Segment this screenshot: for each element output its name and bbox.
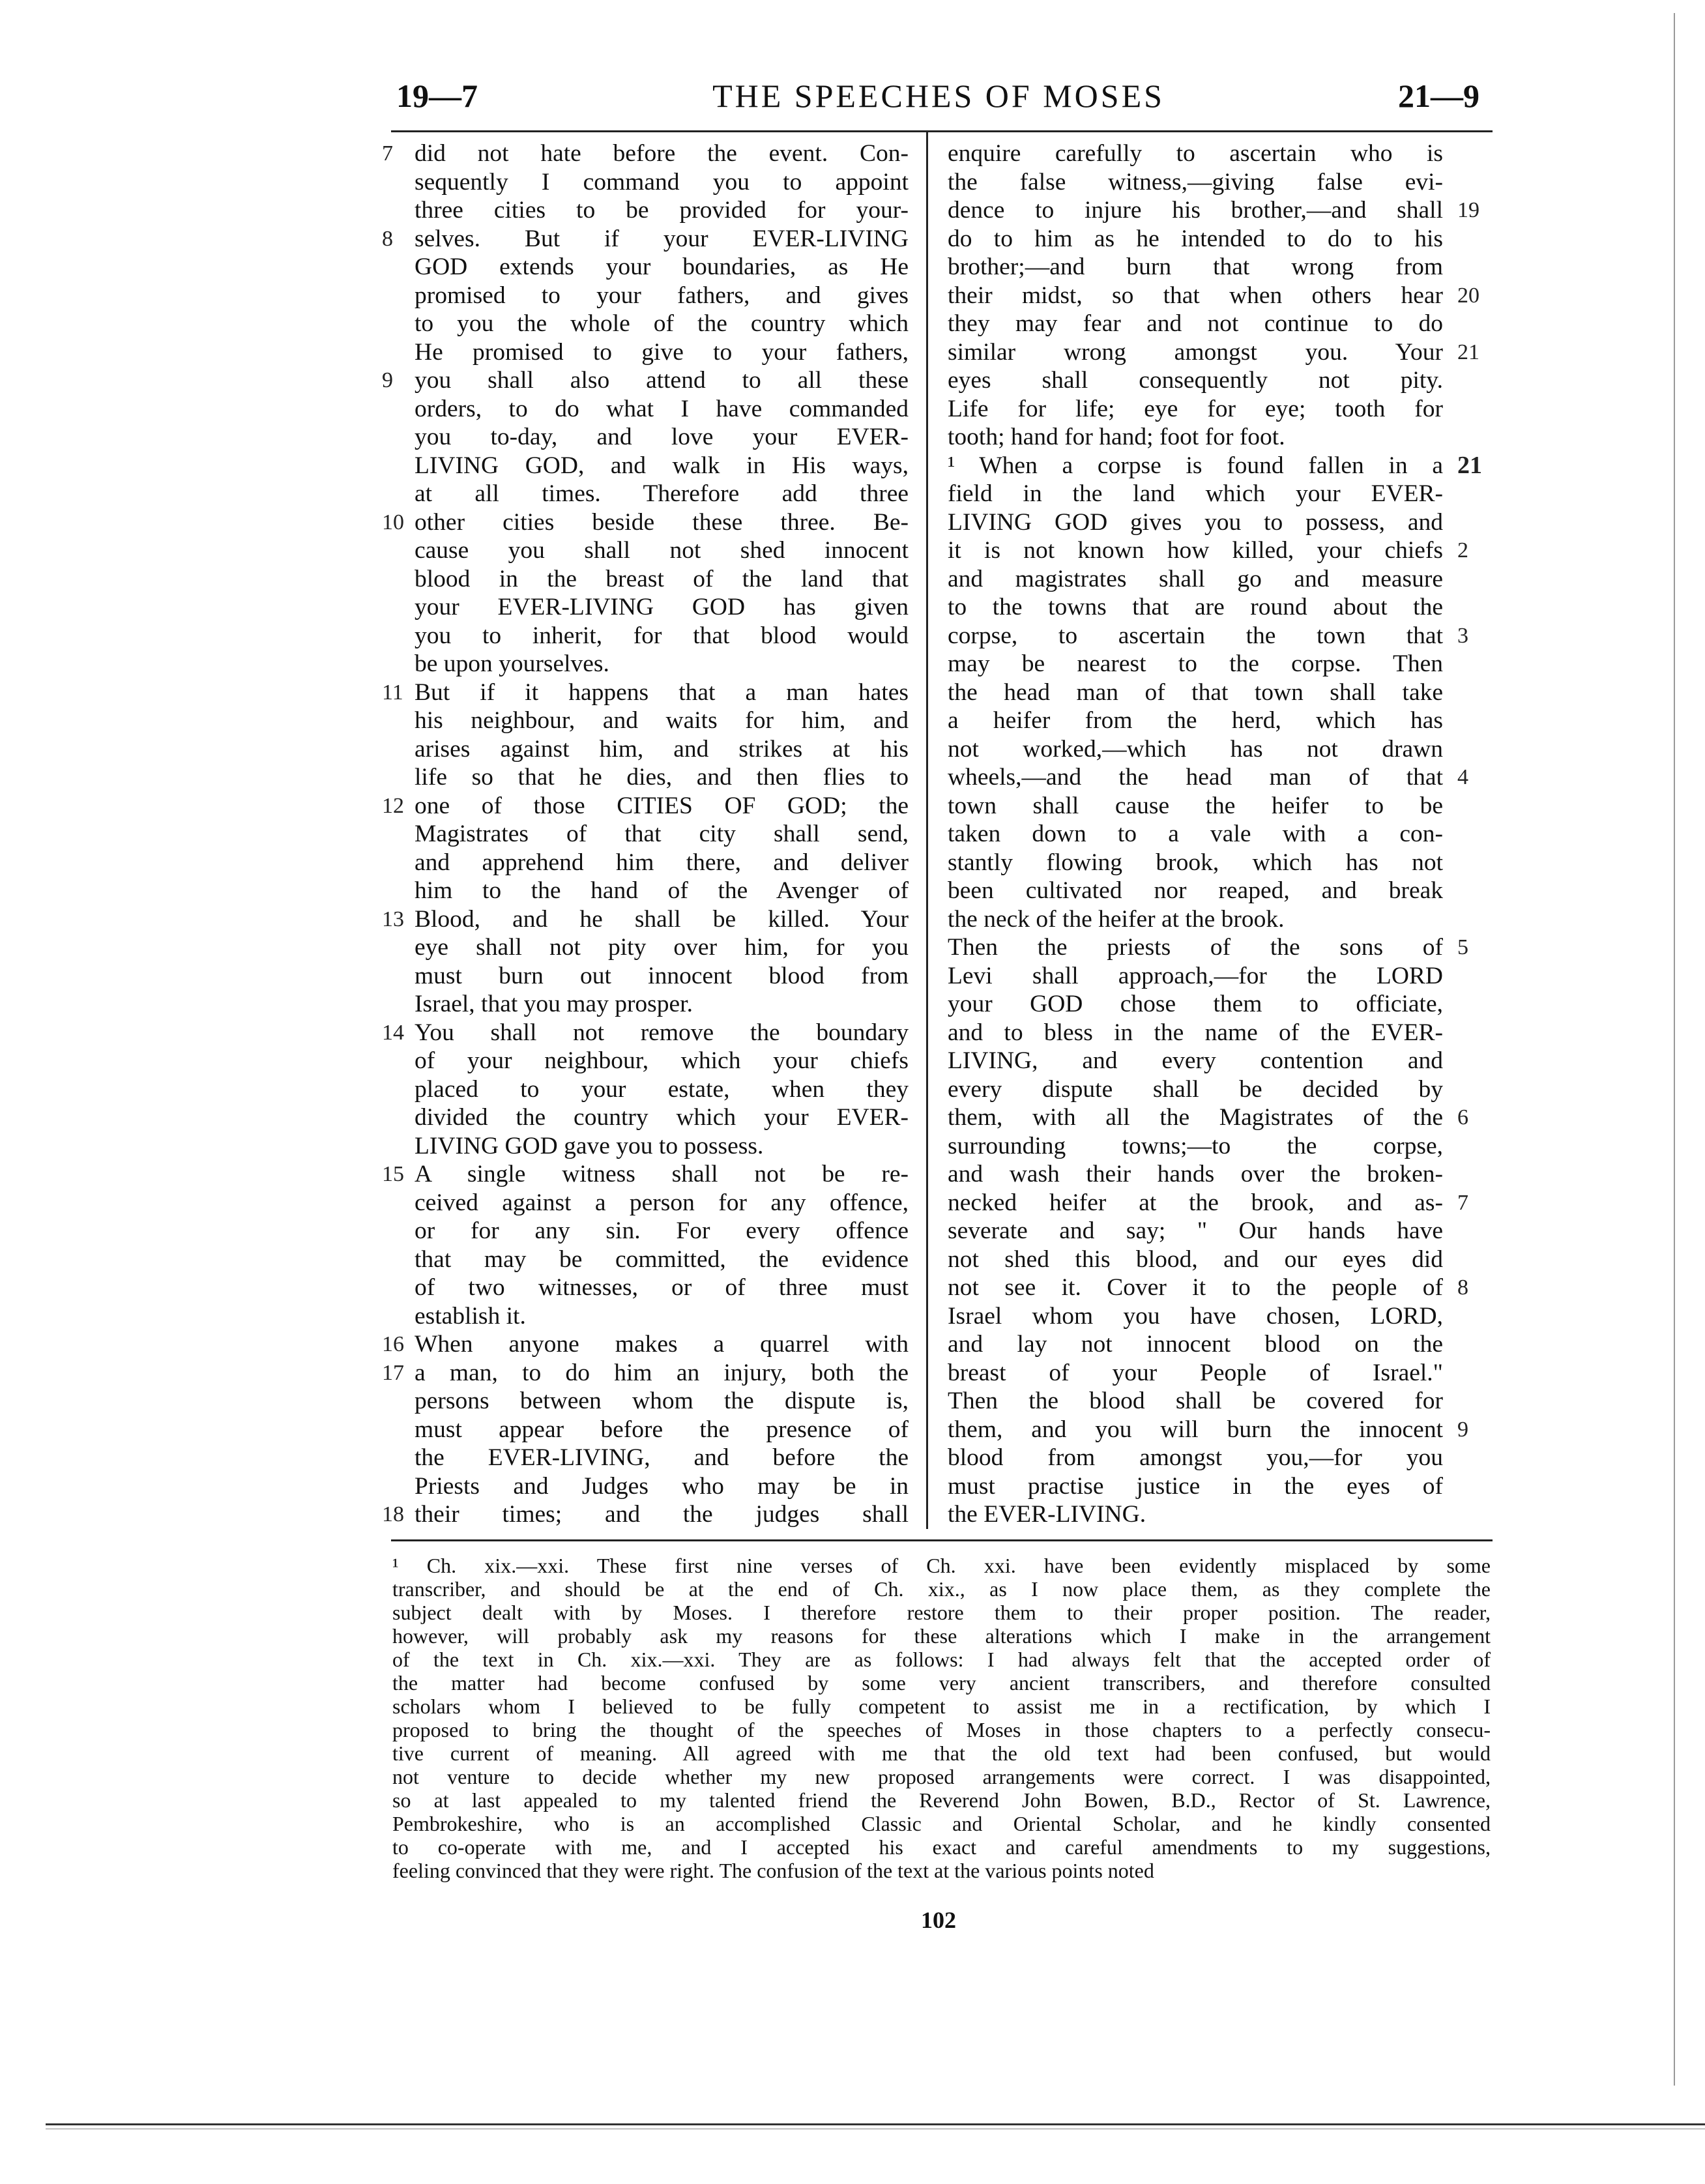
line-text: LIVING GOD gave you to possess. [415,1132,764,1159]
line-text: He promised to give to your fathers, [415,338,909,366]
line-text: tooth; hand for hand; foot for foot. [948,424,1285,450]
text-line [948,820,1443,849]
verse-number: 9 [1457,1417,1468,1442]
line-text: wheels,—and the head man of that [948,764,1443,791]
text-line [948,706,1443,735]
line-text: him to the hand of the Avenger of [415,877,909,904]
footnote-line: ¹ Ch. xix.—xxi. These first nine verses of Ch. xxi. have been evidently misplaced by some [392,1554,1491,1577]
verse-number: 2 [1457,538,1468,562]
verse-number: 5 [1457,935,1468,959]
text-line [948,933,1468,962]
line-text: you to-day, and love your EVER- [415,424,909,450]
line-text: the head man of that town shall take [948,678,1443,706]
line-text: of your neighbour, which your chiefs [415,1047,909,1074]
text-line [948,849,1443,877]
text-line [948,1444,1443,1472]
scan-page-edge [1674,13,1675,2086]
line-text: When anyone makes a quarrel with [415,1331,909,1358]
text-line [948,990,1443,1019]
text-line [948,1330,1443,1359]
verse-number: 15 [382,1162,404,1186]
text-line [948,1500,1443,1529]
text-line [415,962,909,991]
right-text-column [948,139,1482,1534]
header-right-reference: 21—9 [1398,78,1479,114]
text-line [948,423,1443,452]
line-text: cause you shall not shed innocent [415,537,909,564]
text-line [415,168,909,197]
left-text-column [382,139,909,1534]
text-line [415,338,909,367]
text-line [415,1302,909,1331]
footnote-line: so at last appealed to my talented friend the Reverend John Bowen, B.D., Rector of St. Lawrence, [392,1788,1491,1812]
text-line [382,792,909,821]
scan-edge-line [46,2123,1705,2125]
line-text: ceived against a person for any offence, [415,1189,909,1216]
footnote-line: however, will probably ask my reasons for these alterations which I make in the arrangement [392,1624,1491,1648]
footnote-line: tive current of meaning. All agreed with me that the old text had been confused, but would [392,1741,1491,1765]
text-line [415,1075,909,1104]
line-text: and magistrates shall go and measure [948,565,1443,592]
line-text: blood in the breast of the land that [415,565,909,592]
line-text: must practise justice in the eyes of [948,1472,1443,1500]
verse-number: 19 [1457,198,1479,222]
text-line [415,565,909,594]
verse-number: 11 [382,680,403,705]
text-line [382,366,909,395]
line-text: Magistrates of that city shall send, [415,821,909,847]
text-line [948,735,1443,764]
line-text: sequently I command you to appoint [415,168,909,196]
text-line [948,139,1443,168]
text-line [948,763,1468,792]
line-text: other cities beside these three. Be- [415,508,909,536]
line-text: of two witnesses, or of three must [415,1274,909,1301]
line-text: and to bless in the name of the EVER- [948,1019,1443,1046]
line-text: establish it. [415,1302,526,1330]
verse-number: 14 [382,1020,404,1045]
text-line [948,395,1443,424]
line-text: been cultivated nor reaped, and break [948,877,1443,904]
text-line [948,650,1443,678]
line-text: their midst, so that when others hear [948,282,1443,309]
verse-number: 13 [382,907,404,931]
verse-number: 20 [1457,283,1479,308]
text-line [382,1500,909,1529]
line-text: not shed this blood, and our eyes did [948,1245,1443,1273]
line-text: Then the blood shall be covered for [948,1388,1443,1414]
text-line [948,1387,1443,1416]
line-text: your GOD chose them to officiate, [948,991,1443,1017]
text-line [382,508,909,537]
text-line [415,933,909,962]
line-text: the EVER-LIVING, and before the [415,1444,909,1471]
text-line [415,253,909,282]
text-line [415,1245,909,1274]
line-text: LIVING, and every contention and [948,1047,1443,1074]
text-line [415,1274,909,1302]
line-text: Israel, that you may prosper. [415,991,693,1017]
line-text: LIVING GOD gives you to possess, and [948,508,1443,536]
text-line [948,962,1443,991]
text-line [415,310,909,338]
text-line [948,622,1468,650]
line-text: A single witness shall not be re- [415,1161,909,1187]
line-text: Blood, and he shall be killed. Your [415,905,909,933]
line-text: be upon yourselves. [415,650,609,677]
line-text: dence to injure his brother,—and shall [948,197,1443,224]
line-text: brother;—and burn that wrong from [948,254,1443,280]
text-line [948,366,1443,395]
footnote-line: the matter had become confused by some very ancient transcribers, and therefore consulted [392,1671,1491,1695]
column-divider [926,130,928,1529]
line-text: a man, to do him an injury, both the [415,1359,909,1386]
line-text: or for any sin. For every offence [415,1217,909,1244]
text-line [948,678,1443,707]
line-text: every dispute shall be decided by [948,1075,1443,1103]
line-text: GOD extends your boundaries, as He [415,254,909,280]
text-line [382,139,909,168]
line-text: ¹ When a corpse is found fallen in a [948,452,1443,479]
verse-number: 8 [1457,1275,1468,1300]
verse-number: 9 [382,368,393,392]
line-text: three cities to be provided for your- [415,197,909,224]
line-text: and apprehend him there, and deliver [415,849,909,876]
text-line [415,536,909,565]
text-line [415,763,909,792]
text-line [415,1217,909,1245]
footnote-line: to co-operate with me, and I accepted his exact and careful amendments to my suggestions, [392,1835,1491,1859]
line-text: stantly flowing brook, which has not [948,849,1443,876]
footnote-line: not venture to decide whether my new proposed arrangements were correct. I was disappointed, [392,1765,1491,1788]
footnote-line: scholars whom I believed to be fully competent to assist me in a rectification, by which I [392,1695,1491,1718]
line-text: must appear before the presence of [415,1416,909,1443]
line-text: Priests and Judges who may be in [415,1472,909,1500]
text-line [415,1416,909,1444]
text-line [948,508,1443,537]
text-line [948,1302,1443,1331]
line-text: persons between whom the dispute is, [415,1388,909,1414]
verse-number: 18 [382,1502,404,1526]
text-line [382,905,909,934]
line-text: you to inherit, for that blood would [415,622,909,649]
text-line [382,225,909,254]
line-text: divided the country which your EVER- [415,1104,909,1131]
text-line [948,1075,1443,1104]
text-line [415,877,909,905]
text-line [948,225,1443,254]
line-text: Israel whom you have chosen, LORD, [948,1302,1443,1330]
text-line [948,877,1443,905]
line-text: did not hate before the event. Con- [415,140,909,167]
header-left-reference: 19—7 [396,78,478,114]
text-line [415,650,909,678]
line-text: they may fear and not continue to do [948,310,1443,337]
text-line [948,1472,1443,1501]
line-text: placed to your estate, when they [415,1075,909,1103]
text-line [948,593,1443,622]
text-line [382,1019,909,1047]
footnote-line: proposed to bring the thought of the speeches of Moses in those chapters to a perfectly consecu- [392,1718,1491,1741]
text-line [948,1132,1443,1161]
line-text: LIVING GOD, and walk in His ways, [415,452,909,479]
text-line [415,1387,909,1416]
text-line [948,168,1443,197]
footnote-line: of the text in Ch. xix.—xxi. They are as follows: I had always felt that the accepted order of [392,1648,1491,1671]
text-line [415,1047,909,1075]
text-line [415,1444,909,1472]
verse-number: 12 [382,793,404,818]
verse-number: 17 [382,1360,404,1385]
verse-number: 16 [382,1332,404,1356]
text-line [948,1160,1443,1189]
line-text: to the towns that are round about the [948,594,1443,620]
text-line [415,1103,909,1132]
text-line [948,1103,1468,1132]
footnote-rule [391,1539,1493,1541]
line-text: it is not known how killed, your chiefs [948,537,1443,564]
line-text: at all times. Therefore add three [415,480,909,507]
running-title: THE SPEECHES OF MOSES [712,78,1165,114]
line-text: breast of your People of Israel." [948,1359,1443,1386]
line-text: Then the priests of the sons of [948,934,1443,961]
line-text: may be nearest to the corpse. Then [948,650,1443,677]
text-line [415,735,909,764]
line-text: field in the land which your EVER- [948,480,1443,507]
line-text: eye shall not pity over him, for you [415,934,909,961]
footnote-line: transcriber, and should be at the end of Ch. xix., as I now place them, as they complete the [392,1577,1491,1601]
text-line [948,338,1479,367]
line-text: the false witness,—giving false evi- [948,168,1443,196]
line-text: must burn out innocent blood from [415,962,909,989]
text-line [948,310,1443,338]
text-line [948,282,1479,310]
line-text: selves. But if your EVER-LIVING [415,225,909,252]
text-line [415,706,909,735]
line-text: do to him as he intended to do to his [948,225,1443,252]
line-text: necked heifer at the brook, and as- [948,1189,1443,1216]
line-text: surrounding towns;—to the corpse, [948,1132,1443,1159]
text-line [382,1359,909,1388]
footnote-line: feeling convinced that they were right. The confusion of the text at the various points noted [392,1859,1154,1882]
text-line [382,1330,909,1359]
verse-number: 7 [1457,1190,1468,1215]
footnote-line: Pembrokeshire, who is an accomplished Classic and Oriental Scholar, and he kindly consented [392,1812,1491,1835]
text-line [415,990,909,1019]
line-text: You shall not remove the boundary [415,1019,909,1046]
line-text: not worked,—which has not drawn [948,735,1443,763]
running-header [391,73,1486,125]
verse-number: 21 [1457,340,1479,364]
text-line [415,480,909,508]
verse-number: 7 [382,141,393,166]
text-line [948,905,1443,934]
text-line [415,282,909,310]
text-line [948,1217,1443,1245]
verse-number: 10 [382,510,404,534]
page-number: 102 [921,1907,956,1933]
text-line [415,593,909,622]
text-line [948,1416,1468,1444]
text-line [382,678,909,707]
line-text: his neighbour, and waits for him, and [415,707,909,734]
line-text: enquire carefully to ascertain who is [948,140,1443,167]
line-text: that may be committed, the evidence [415,1245,909,1273]
header-rule [391,130,1493,132]
text-line [948,1189,1468,1217]
text-line [948,1019,1443,1047]
text-line [415,820,909,849]
line-text: taken down to a vale with a con- [948,821,1443,847]
line-text: promised to your fathers, and gives [415,282,909,309]
line-text: Life for life; eye for eye; tooth for [948,395,1443,422]
text-line [948,1274,1468,1302]
line-text: life so that he dies, and then flies to [415,764,909,791]
line-text: them, with all the Magistrates of the [948,1104,1443,1131]
text-line [948,565,1443,594]
line-text: and lay not innocent blood on the [948,1331,1443,1358]
text-line [415,1189,909,1217]
text-line [948,536,1468,565]
verse-number: 3 [1457,623,1468,648]
line-text: their times; and the judges shall [415,1501,909,1528]
text-line [948,1359,1443,1388]
text-line [415,622,909,650]
line-text: severate and say; " Our hands have [948,1217,1443,1244]
footnote-line: subject dealt with by Moses. I therefore restore them to their proper position. The reader, [392,1601,1491,1624]
line-text: your EVER-LIVING GOD has given [415,594,909,620]
line-text: not see it. Cover it to the people of [948,1274,1443,1301]
line-text: Levi shall approach,—for the LORD [948,962,1443,989]
footnote [392,1554,1491,1882]
line-text: eyes shall consequently not pity. [948,367,1443,394]
verse-number: 6 [1457,1105,1468,1129]
line-text: one of those CITIES OF GOD; the [415,792,909,819]
text-line [948,1245,1443,1274]
text-line [948,196,1479,225]
text-line [415,1472,909,1501]
verse-number: 4 [1457,765,1468,789]
verse-number: 21 [1457,451,1482,479]
text-line [415,395,909,424]
line-text: and wash their hands over the broken- [948,1161,1443,1187]
text-line [382,1160,909,1189]
line-text: a heifer from the herd, which has [948,707,1443,734]
line-text: town shall cause the heifer to be [948,792,1443,819]
line-text: them, and you will burn the innocent [948,1416,1443,1443]
text-line [415,196,909,225]
text-line [415,849,909,877]
text-line [948,1047,1443,1075]
text-line [415,452,909,480]
line-text: the EVER-LIVING. [948,1501,1146,1528]
line-text: corpse, to ascertain the town that [948,622,1443,649]
line-text: blood from amongst you,—for you [948,1444,1443,1471]
text-line [948,451,1482,480]
verse-number: 8 [382,226,393,251]
text-line [948,253,1443,282]
line-text: orders, to do what I have commanded [415,395,909,422]
text-line [415,1132,909,1161]
line-text: the neck of the heifer at the brook. [948,905,1285,933]
text-line [948,480,1443,508]
text-line [415,423,909,452]
line-text: similar wrong amongst you. Your [948,338,1443,366]
line-text: But if it happens that a man hates [415,678,909,706]
line-text: you shall also attend to all these [415,367,909,394]
text-line [948,792,1443,821]
line-text: to you the whole of the country which [415,310,909,337]
line-text: arises against him, and strikes at his [415,735,909,763]
